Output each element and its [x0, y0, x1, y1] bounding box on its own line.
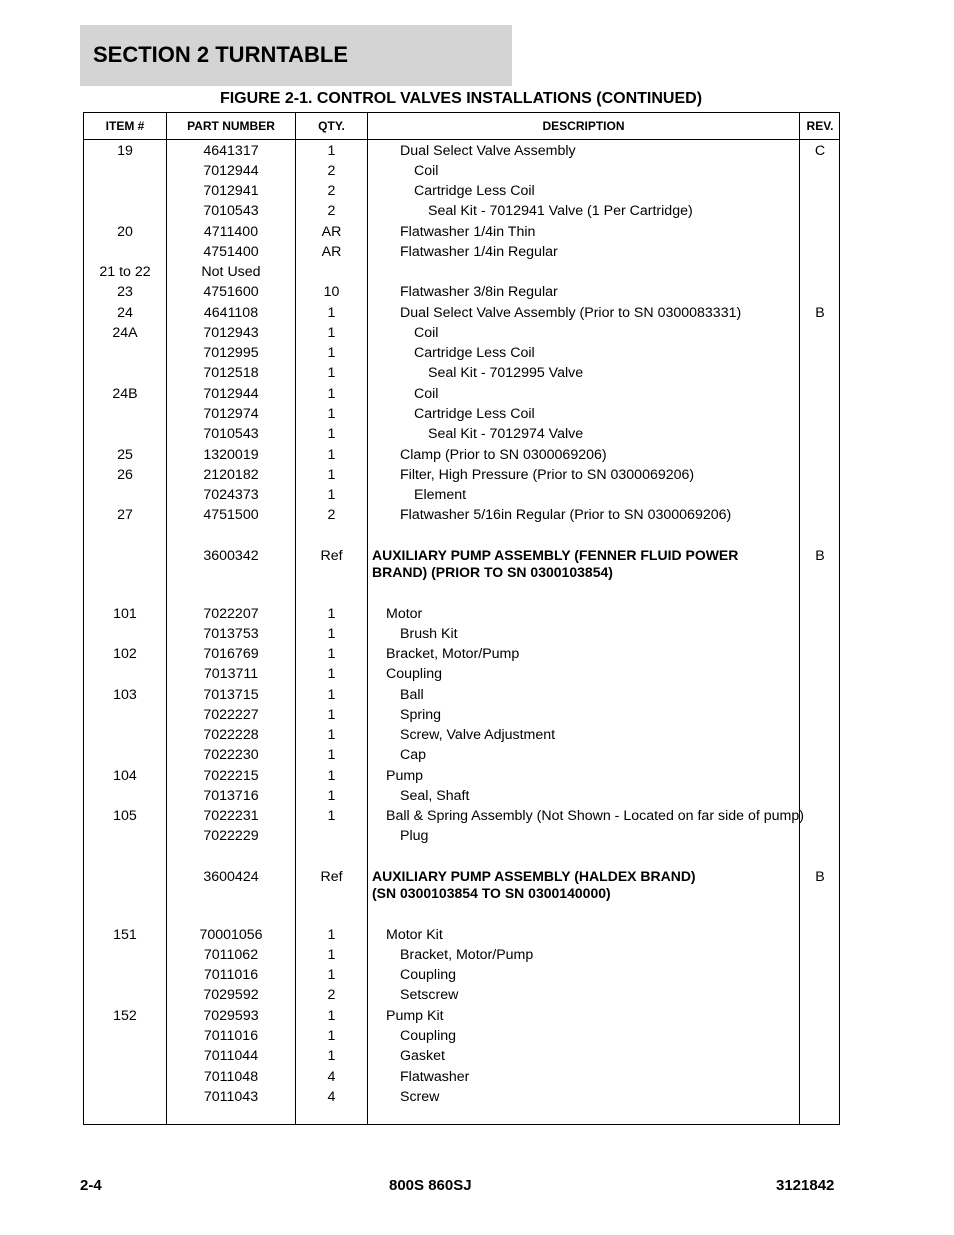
description-line: Seal, Shaft: [400, 788, 470, 804]
description-line: Bracket, Motor/Pump: [400, 947, 534, 963]
description-cell: [400, 986, 830, 1004]
rev-cell: C: [814, 143, 826, 159]
description-line: Cartridge Less Coil: [414, 183, 535, 199]
qty-cell: 1: [327, 345, 336, 361]
qty-cell: Ref: [320, 869, 343, 885]
item-cell: 19: [117, 143, 133, 159]
description-cell: [400, 1047, 830, 1065]
description-line: Setscrew: [400, 987, 459, 1003]
header-qty: QTY.: [318, 119, 345, 133]
qty-cell: 1: [327, 927, 336, 943]
qty-cell: 1: [327, 305, 336, 321]
part-number-cell: 7010543: [203, 203, 259, 219]
description-line: Coil: [414, 163, 439, 179]
part-number-cell: 4711400: [203, 224, 259, 240]
description-cell: [400, 142, 830, 160]
description-line: Cartridge Less Coil: [414, 345, 535, 361]
parts-table: [83, 112, 840, 1125]
description-line: Coil: [414, 325, 439, 341]
page-number: 2-4: [80, 1177, 102, 1194]
part-number-cell: 7029592: [203, 987, 259, 1003]
description-line: Pump Kit: [386, 1008, 444, 1024]
description-cell: [400, 283, 830, 301]
rev-cell: B: [815, 869, 825, 885]
part-number-cell: 4641317: [203, 143, 259, 159]
description-cell: [400, 827, 830, 845]
description-cell: [414, 162, 844, 180]
part-number-cell: 7022215: [203, 768, 259, 784]
description-line: Element: [414, 487, 467, 503]
description-line: Ball & Spring Assembly (Not Shown - Located on far side of pump): [386, 808, 804, 824]
description-line: Seal Kit - 7012941 Valve (1 Per Cartridge): [428, 203, 693, 219]
qty-cell: 1: [327, 626, 336, 642]
description-line: Gasket: [400, 1048, 445, 1064]
description-line: AUXILIARY PUMP ASSEMBLY (HALDEX BRAND): [372, 868, 696, 884]
item-cell: 101: [113, 606, 137, 622]
part-number-cell: 7022230: [203, 747, 259, 763]
section-title: SECTION 2 TURNTABLE: [93, 42, 349, 67]
part-number-cell: 7011043: [203, 1089, 259, 1105]
description-cell: [386, 665, 816, 683]
qty-cell: 1: [327, 747, 336, 763]
description-cell: [386, 926, 816, 944]
description-cell: [386, 807, 816, 825]
part-number-cell: 7011062: [203, 947, 259, 963]
qty-cell: 4: [327, 1089, 336, 1105]
qty-cell: 1: [327, 808, 336, 824]
item-cell: 21 to 22: [99, 264, 151, 280]
item-cell: 24B: [112, 386, 138, 402]
description-cell: [400, 625, 830, 643]
part-number-cell: 1320019: [203, 447, 259, 463]
description-cell: [386, 1007, 816, 1025]
part-number-cell: 4751600: [203, 284, 259, 300]
qty-cell: 1: [327, 646, 336, 662]
rev-cell: B: [815, 548, 825, 564]
qty-cell: 2: [327, 183, 336, 199]
section-banner: [80, 25, 512, 86]
item-cell: 103: [113, 687, 137, 703]
part-number-cell: Not Used: [201, 264, 261, 280]
item-cell: 27: [117, 507, 133, 523]
qty-cell: 1: [327, 947, 336, 963]
part-number-cell: 7012974: [203, 406, 259, 422]
qty-cell: 4: [327, 1069, 336, 1085]
description-cell: [386, 605, 816, 623]
part-number-cell: 7011044: [203, 1048, 259, 1064]
description-line: Screw, Valve Adjustment: [400, 727, 556, 743]
header-divider: [84, 139, 839, 140]
description-cell: [400, 466, 830, 484]
description-cell: [400, 787, 830, 805]
description-cell: [386, 767, 816, 785]
item-cell: 25: [117, 447, 133, 463]
description-line: Coupling: [400, 967, 457, 983]
qty-cell: 1: [327, 727, 336, 743]
description-cell: [372, 547, 802, 581]
description-cell: [400, 1068, 830, 1086]
qty-cell: 1: [327, 365, 336, 381]
description-line: Cap: [400, 747, 427, 763]
description-cell: [400, 304, 830, 322]
item-cell: 151: [113, 927, 137, 943]
qty-cell: AR: [321, 224, 342, 240]
description-cell: [414, 385, 844, 403]
part-number-cell: 7012944: [203, 163, 259, 179]
description-line: Coupling: [386, 666, 443, 682]
description-cell: [400, 223, 830, 241]
part-number-cell: 3600342: [203, 548, 259, 564]
description-line: Pump: [386, 768, 424, 784]
header-description: DESCRIPTION: [542, 119, 625, 133]
description-line: Flatwasher 1/4in Regular: [400, 244, 558, 260]
item-cell: 24A: [112, 325, 138, 341]
part-number-cell: 70001056: [199, 927, 263, 943]
description-line: Motor Kit: [386, 927, 443, 943]
description-line: Seal Kit - 7012974 Valve: [428, 426, 584, 442]
qty-cell: 1: [327, 487, 336, 503]
qty-cell: 1: [327, 1028, 336, 1044]
description-line: Flatwasher 5/16in Regular (Prior to SN 0300069206): [400, 507, 732, 523]
description-cell: [400, 1027, 830, 1045]
item-cell: 24: [117, 305, 133, 321]
description-line: Brush Kit: [400, 626, 458, 642]
qty-cell: 1: [327, 406, 336, 422]
qty-cell: 2: [327, 163, 336, 179]
part-number-cell: 7010543: [203, 426, 259, 442]
part-number-cell: 7024373: [203, 487, 259, 503]
header-rev: REV.: [806, 119, 834, 133]
description-line: Flatwasher: [400, 1069, 470, 1085]
part-number-cell: 7011048: [203, 1069, 259, 1085]
document-number: 3121842: [776, 1177, 835, 1194]
description-cell: [414, 486, 844, 504]
part-number-cell: 3600424: [203, 869, 259, 885]
part-number-cell: 7012941: [203, 183, 259, 199]
part-number-cell: 2120182: [203, 467, 259, 483]
item-cell: 102: [113, 646, 137, 662]
header-part-number: PART NUMBER: [187, 119, 275, 133]
part-number-cell: 7022207: [203, 606, 259, 622]
qty-cell: 1: [327, 325, 336, 341]
qty-cell: 10: [323, 284, 340, 300]
description-line: Dual Select Valve Assembly (Prior to SN 0300083331): [400, 305, 742, 321]
part-number-cell: 7022229: [203, 828, 259, 844]
part-number-cell: 7012518: [203, 365, 259, 381]
item-cell: 20: [117, 224, 133, 240]
qty-cell: 1: [327, 467, 336, 483]
figure-title: FIGURE 2-1. CONTROL VALVES INSTALLATIONS (CONTINUED): [219, 90, 703, 107]
part-number-cell: 7013716: [203, 788, 259, 804]
item-cell: 105: [113, 808, 137, 824]
qty-cell: 1: [327, 666, 336, 682]
item-cell: 104: [113, 768, 137, 784]
description-line: Dual Select Valve Assembly: [400, 143, 576, 159]
description-line: Plug: [400, 828, 429, 844]
part-number-cell: 4641108: [203, 305, 259, 321]
description-line: BRAND) (PRIOR TO SN 0300103854): [372, 564, 613, 580]
part-number-cell: 4751400: [203, 244, 259, 260]
part-number-cell: 7013753: [203, 626, 259, 642]
description-cell: [400, 686, 830, 704]
qty-cell: 1: [327, 606, 336, 622]
description-line: Filter, High Pressure (Prior to SN 0300069206): [400, 467, 695, 483]
part-number-cell: 7012943: [203, 325, 259, 341]
description-cell: [414, 324, 844, 342]
description-line: Coil: [414, 386, 439, 402]
qty-cell: 1: [327, 1008, 336, 1024]
description-line: Ball: [400, 687, 424, 703]
qty-cell: 1: [327, 788, 336, 804]
model-number: 800S 860SJ: [389, 1177, 472, 1194]
part-number-cell: 7016769: [203, 646, 259, 662]
part-number-cell: 7022228: [203, 727, 259, 743]
qty-cell: Ref: [320, 548, 343, 564]
description-line: (SN 0300103854 TO SN 0300140000): [372, 885, 611, 901]
description-line: Spring: [400, 707, 442, 723]
part-number-cell: 4751500: [203, 507, 259, 523]
rev-cell: B: [815, 305, 825, 321]
description-line: Seal Kit - 7012995 Valve: [428, 365, 584, 381]
description-line: AUXILIARY PUMP ASSEMBLY (FENNER FLUID POWER: [372, 547, 739, 563]
qty-cell: 1: [327, 707, 336, 723]
description-cell: [400, 506, 830, 524]
qty-cell: 2: [327, 987, 336, 1003]
description-line: Screw: [400, 1089, 440, 1105]
description-line: Cartridge Less Coil: [414, 406, 535, 422]
part-number-cell: 7022231: [203, 808, 259, 824]
description-cell: [400, 446, 830, 464]
description-cell: [400, 1088, 830, 1106]
description-cell: [400, 746, 830, 764]
header-item: ITEM #: [105, 119, 145, 133]
description-cell: [400, 946, 830, 964]
qty-cell: 2: [327, 507, 336, 523]
qty-cell: 1: [327, 967, 336, 983]
part-number-cell: 7029593: [203, 1008, 259, 1024]
qty-cell: 1: [327, 386, 336, 402]
part-number-cell: 7022227: [203, 707, 259, 723]
description-cell: [372, 868, 802, 902]
item-cell: 23: [117, 284, 133, 300]
description-cell: [400, 966, 830, 984]
description-line: Bracket, Motor/Pump: [386, 646, 520, 662]
description-cell: [400, 243, 830, 261]
part-number-cell: 7012944: [203, 386, 259, 402]
qty-cell: 2: [327, 203, 336, 219]
qty-cell: 1: [327, 143, 336, 159]
qty-cell: 1: [327, 687, 336, 703]
description-line: Motor: [386, 606, 423, 622]
description-cell: [414, 182, 844, 200]
description-cell: [414, 405, 844, 423]
description-cell: [428, 364, 858, 382]
part-number-cell: 7011016: [203, 967, 259, 983]
part-number-cell: 7013715: [203, 687, 259, 703]
qty-cell: 1: [327, 426, 336, 442]
qty-cell: 1: [327, 768, 336, 784]
description-cell: [428, 425, 858, 443]
description-cell: [400, 706, 830, 724]
description-cell: [414, 344, 844, 362]
description-cell: [428, 202, 858, 220]
part-number-cell: 7011016: [203, 1028, 259, 1044]
qty-cell: 1: [327, 447, 336, 463]
item-cell: 152: [113, 1008, 137, 1024]
part-number-cell: 7013711: [203, 666, 259, 682]
description-line: Flatwasher 1/4in Thin: [400, 224, 536, 240]
description-cell: [386, 645, 816, 663]
description-cell: [400, 726, 830, 744]
part-number-cell: 7012995: [203, 345, 259, 361]
description-line: Clamp (Prior to SN 0300069206): [400, 447, 607, 463]
item-cell: 26: [117, 467, 133, 483]
description-line: Flatwasher 3/8in Regular: [400, 284, 558, 300]
qty-cell: 1: [327, 1048, 336, 1064]
qty-cell: AR: [321, 244, 342, 260]
column-divider: [367, 113, 368, 1124]
description-line: Coupling: [400, 1028, 457, 1044]
